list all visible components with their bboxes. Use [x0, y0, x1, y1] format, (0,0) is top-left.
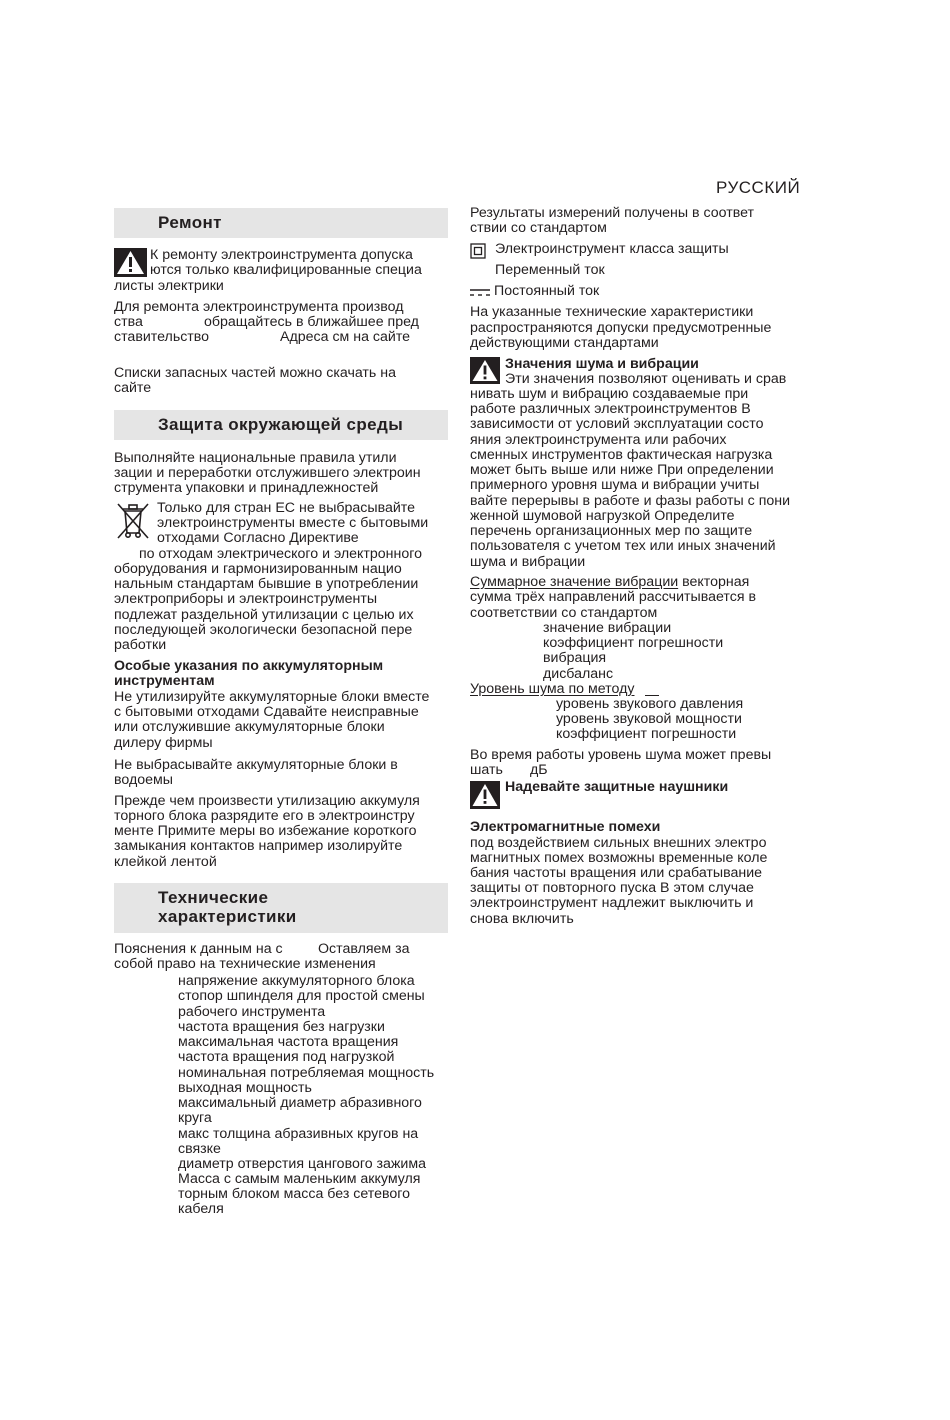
repair-text: обращайтесь в ближайшее пред — [204, 314, 419, 330]
noise-text: женной шумовой нагрузкой Определите — [470, 508, 735, 524]
vibration-item: дисбаланс — [543, 666, 614, 682]
vibration-item: значение вибрации — [543, 620, 672, 636]
environment-eu-line: нальным стандартам бывшие в употреблении — [114, 576, 419, 592]
spec-line: кабеля — [178, 1201, 224, 1217]
noise-text: шума и вибрации — [470, 554, 586, 570]
repair-text: Для ремонта электроинструмента производ — [114, 299, 404, 315]
emc-text: магнитных помех возможны временные коле — [470, 850, 768, 866]
environment-eu-line: по отходам электрического и электронного — [139, 546, 422, 562]
environment-text: струмента упаковки и принадлежностей — [114, 480, 379, 496]
vibration-label-rest: векторная — [678, 574, 750, 590]
noise-title: Значения шума и вибрации — [505, 356, 699, 372]
environment-text: Выполняйте национальные правила утили — [114, 450, 397, 466]
environment-eu-line: электроинструменты вместе с бытовыми — [157, 515, 429, 531]
results-text: ствии со стандартом — [470, 220, 607, 236]
repair-text: Адреса см на сайте — [280, 329, 411, 345]
noise-level-item: уровень звуковой мощности — [556, 711, 742, 727]
repair-warning-line: ются только квалифицированные специа — [150, 262, 422, 278]
protection-class-icon — [470, 243, 486, 259]
spec-line: диаметр отверстия цангового зажима — [178, 1156, 426, 1172]
spec-line: максимальная частота вращения — [178, 1034, 399, 1050]
emc-text: под воздействием сильных внешних электро — [470, 835, 767, 851]
tech-intro: Пояснения к данным на с — [114, 941, 283, 957]
vibration-heading — [470, 575, 749, 590]
battery-text: водоемы — [114, 772, 173, 788]
spec-line: связке — [178, 1141, 221, 1157]
environment-eu-line: Только для стран ЕС не выбрасывайте — [157, 500, 416, 516]
spec-line: выходная мощность — [178, 1080, 312, 1096]
emc-text: бания частоты вращения или срабатывание — [470, 865, 763, 881]
tolerance-text: распространяются допуски предусмотренные — [470, 320, 772, 336]
environment-eu-line: оборудования и гармонизированным нацио — [114, 561, 402, 577]
battery-text: или отслужившие аккумуляторные блоки — [114, 719, 385, 735]
environment-eu-line: работки — [114, 637, 167, 653]
emc-text: снова включить — [470, 911, 574, 927]
vibration-item: коэффициент погрешности — [543, 635, 724, 651]
section-header-tech — [114, 883, 448, 933]
repair-warning-line: К ремонту электроинструмента допуска — [150, 247, 413, 263]
battery-title: инструментам — [114, 673, 215, 689]
noise-text: вайте перерывы в работе и фазы работы с пони — [470, 493, 791, 509]
spec-line: частота вращения под нагрузкой — [178, 1049, 395, 1065]
spec-line: напряжение аккумуляторного блока — [178, 973, 415, 989]
repair-text: сайте — [114, 380, 152, 396]
noise-level-label: Уровень шума по методу — [470, 681, 635, 697]
spec-line: макс толщина абразивных кругов на — [178, 1126, 419, 1142]
tolerance-text: действующими стандартами — [470, 335, 659, 351]
warning-icon — [470, 781, 500, 809]
exceed-text: дБ — [530, 762, 548, 778]
section-title-tech: Технические — [158, 888, 269, 907]
battery-text: торного блока разрядите его в электроинстру — [114, 808, 415, 824]
noise-text: перечень организационных мер по защите — [470, 523, 753, 539]
noise-level-item: коэффициент погрешности — [556, 726, 737, 742]
battery-text: Прежде чем произвести утилизацию аккумуля — [114, 793, 420, 809]
repair-warning-line: листы электрики — [114, 278, 224, 294]
repair-text: ства — [114, 314, 143, 330]
battery-text: Не утилизируйте аккумуляторные блоки вместе — [114, 689, 430, 705]
vibration-item: вибрация — [543, 650, 607, 666]
section-title-environment: Защита окружающей среды — [158, 415, 404, 434]
repair-text: ставительство — [114, 329, 210, 345]
exceed-text: Во время работы уровень шума может превы — [470, 747, 772, 763]
warning-icon — [114, 248, 147, 277]
spec-line: круга — [178, 1110, 212, 1126]
noise-text: нивать шум и вибрацию создаваемые при — [470, 386, 749, 402]
spec-line: стопор шпинделя для простой смены — [178, 988, 425, 1004]
battery-text: Не выбрасывайте аккумуляторные блоки в — [114, 757, 398, 773]
protection-class-label: Электроинструмент класса защиты — [495, 241, 729, 257]
spec-line: Масса с самым маленьким аккумуля — [178, 1171, 421, 1187]
battery-text: замыкания контактов например изолируйте — [114, 838, 403, 854]
repair-text: Списки запасных частей можно скачать на — [114, 365, 396, 381]
environment-eu-line: отходами Согласно Директиве — [157, 530, 359, 546]
ear-protection-text: Надевайте защитные наушники — [505, 779, 729, 795]
ac-label: Переменный ток — [495, 262, 605, 278]
noise-text: сменных инструментов фактическая нагрузка — [470, 447, 773, 463]
noise-text: зависимости от условий эксплуатации состо — [470, 416, 764, 432]
environment-eu-line: последующей экологически безопасной пере — [114, 622, 413, 638]
noise-text: яния электроинструмента или рабочих — [470, 432, 727, 448]
tech-intro: собой право на технические изменения — [114, 956, 376, 972]
emc-title: Электромагнитные помехи — [470, 819, 661, 835]
crossed-bin-icon — [114, 501, 152, 541]
spec-line: номинальная потребляемая мощность — [178, 1065, 435, 1081]
spec-line: рабочего инструмента — [178, 1004, 326, 1020]
battery-text: клейкой лентой — [114, 854, 217, 870]
vibration-text: соответствии со стандартом — [470, 605, 658, 621]
dc-label: Постоянный ток — [494, 283, 600, 299]
battery-text: менте Примите меры во избежание короткого — [114, 823, 417, 839]
results-text: Результаты измерений получены в соответ — [470, 205, 755, 221]
noise-text: может быть выше или ниже При определении — [470, 462, 774, 478]
battery-text: с бытовыми отходами Сдавайте неисправные — [114, 704, 419, 720]
spec-line: частота вращения без нагрузки — [178, 1019, 385, 1035]
battery-text: дилеру фирмы — [114, 735, 213, 751]
dc-current-icon — [470, 288, 490, 297]
section-header-repair — [114, 208, 448, 238]
emc-text: защиты от повторного пуска В этом случае — [470, 880, 754, 896]
exceed-text: шать — [470, 762, 503, 778]
tolerance-text: На указанные технические характеристики — [470, 304, 754, 320]
noise-text: пользователя с учетом тех или иных значений — [470, 538, 776, 554]
language-label: РУССКИЙ — [716, 178, 801, 197]
tech-intro: Оставляем за — [318, 941, 410, 957]
emc-text: электроинструмент надлежит выключить и — [470, 895, 754, 911]
environment-eu-line: электроприборы и электроинструменты — [114, 591, 378, 607]
warning-icon — [470, 357, 500, 384]
environment-eu-line: подлежат раздельной утилизации с целью их — [114, 607, 414, 623]
spec-line: торным блоком масса без сетевого — [178, 1186, 411, 1202]
vibration-label: Суммарное значение вибрации — [470, 574, 679, 590]
battery-title: Особые указания по аккумуляторным — [114, 658, 384, 674]
spec-line: максимальный диаметр абразивного — [178, 1095, 422, 1111]
section-title-repair: Ремонт — [158, 213, 222, 232]
section-title-tech: характеристики — [158, 907, 297, 926]
noise-text: примерного уровня шума и вибрации учиты — [470, 477, 760, 493]
vibration-text: сумма трёх направлений рассчитывается в — [470, 589, 756, 605]
noise-text: Эти значения позволяют оценивать и срав — [505, 371, 787, 387]
noise-level-item: уровень звукового давления — [556, 696, 744, 712]
section-header-environment — [114, 410, 448, 440]
noise-text: работе различных электроинструментов В — [470, 401, 751, 417]
environment-text: зации и переработки отслужившего электроин — [114, 465, 421, 481]
